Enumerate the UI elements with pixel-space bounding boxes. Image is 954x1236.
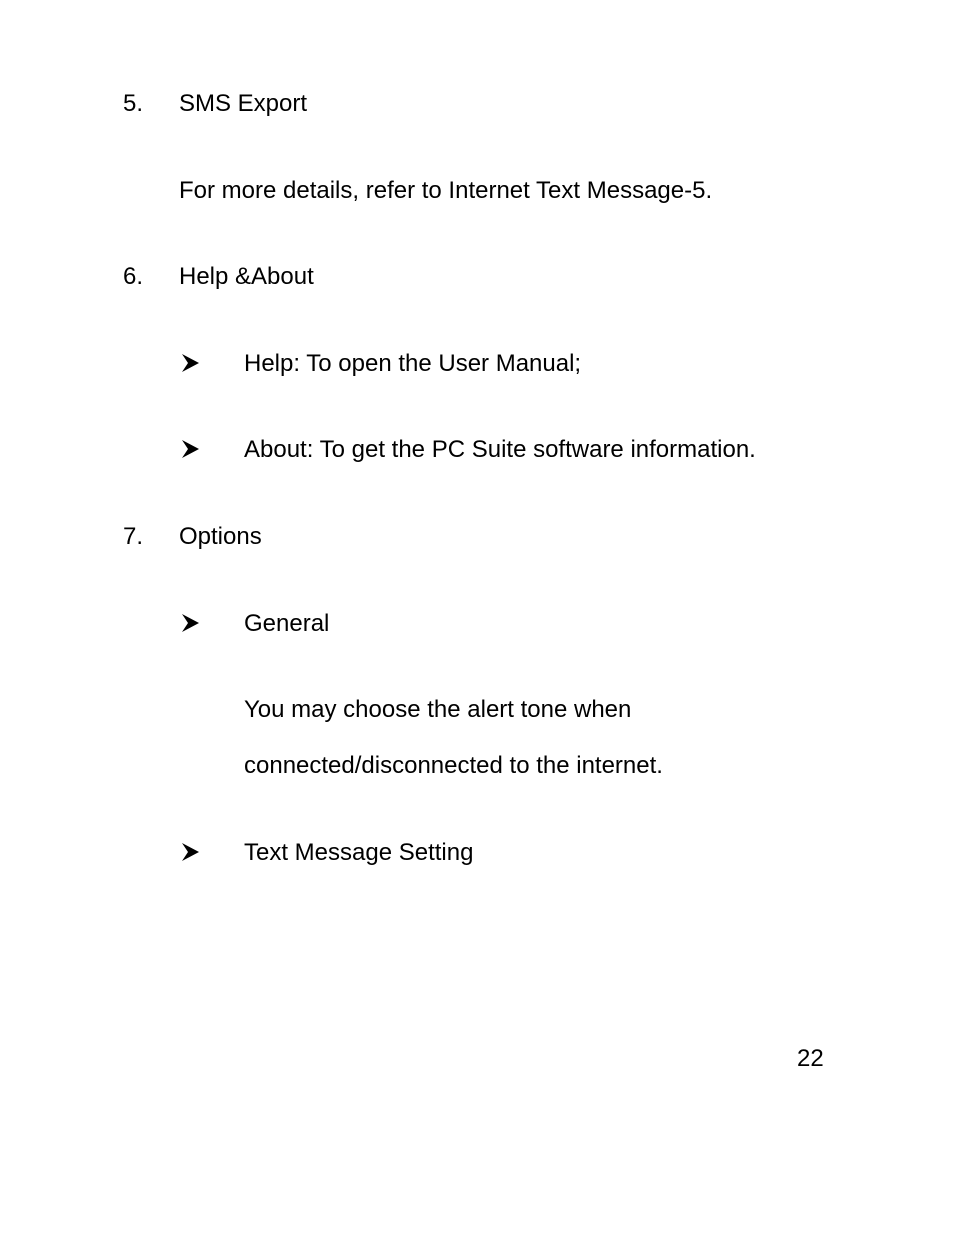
arrowhead-bullet-icon [180,838,202,868]
section-number: 5. [123,90,144,117]
bullet-paragraph-line: You may choose the alert tone when [244,696,632,723]
arrowhead-bullet-icon [180,609,202,639]
section-number: 6. [123,263,144,290]
section-title: Options [179,523,262,550]
bullet-item: Text Message Setting [244,839,474,866]
bullet-paragraph-line: connected/disconnected to the internet. [244,752,663,779]
bullet-item: Help: To open the User Manual; [244,350,582,377]
arrowhead-bullet-icon [180,349,202,379]
bullet-item: About: To get the PC Suite software information. [244,436,756,463]
page-number: 22 [797,1045,824,1072]
section-number: 7. [123,523,144,550]
section-paragraph: For more details, refer to Internet Text Message-5. [179,177,713,204]
section-title: SMS Export [179,90,308,117]
bullet-item: General [244,610,330,637]
arrowhead-bullet-icon [180,435,202,465]
section-title: Help &About [179,263,314,290]
